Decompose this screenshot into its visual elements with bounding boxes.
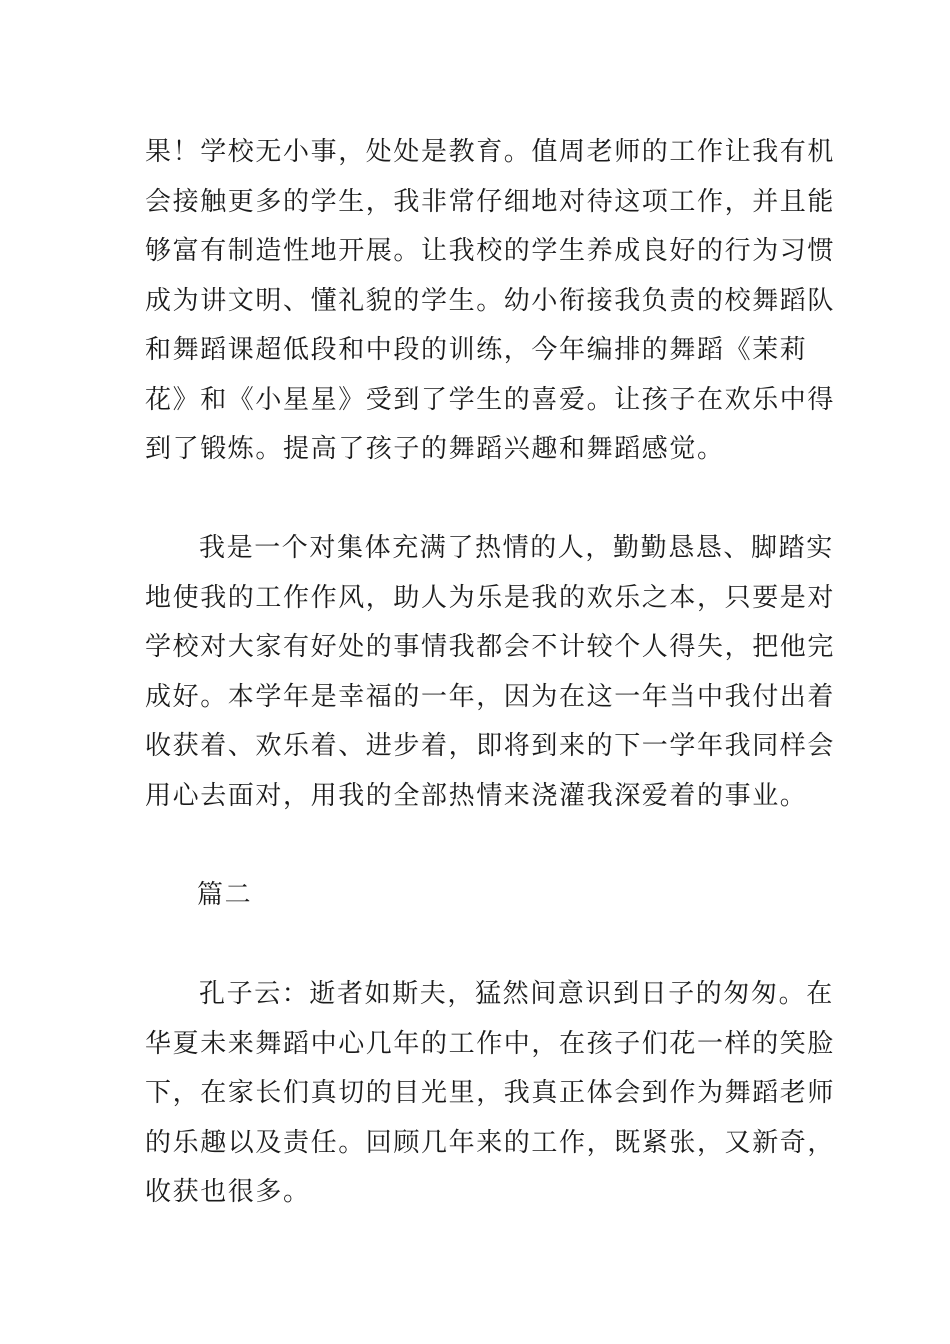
paragraph-2-line-3: 学校对大家有好处的事情我都会不计较个人得失，把他完: [145, 632, 836, 662]
paragraph-3-line-4: 的乐趣以及责任。回顾几年来的工作，既紧张，又新奇，: [145, 1128, 836, 1158]
paragraph-2-line-5: 收获着、欢乐着、进步着，即将到来的下一学年我同样会: [145, 731, 836, 761]
paragraph-3-line-5: 收获也很多。: [145, 1177, 311, 1207]
paragraph-2-line-2: 地使我的工作作风，助人为乐是我的欢乐之本，只要是对: [145, 583, 836, 613]
paragraph-2-line-1: 我是一个对集体充满了热情的人，勤勤恳恳、脚踏实: [199, 533, 834, 563]
paragraph-1-line-3: 够富有制造性地开展。让我校的学生养成良好的行为习惯: [145, 236, 836, 266]
paragraph-1-line-1: 果！学校无小事，处处是教育。值周老师的工作让我有机: [145, 137, 836, 167]
paragraph-1-line-6: 花》和《小星星》受到了学生的喜爱。让孩子在欢乐中得: [145, 385, 836, 415]
paragraph-3-line-2: 华夏未来舞蹈中心几年的工作中，在孩子们花一样的笑脸: [145, 1029, 836, 1059]
paragraph-3-line-3: 下，在家长们真切的目光里，我真正体会到作为舞蹈老师: [145, 1078, 836, 1108]
paragraph-3-line-1: 孔子云：逝者如斯夫，猛然间意识到日子的匆匆。在: [199, 979, 834, 1009]
paragraph-2-line-6: 用心去面对，用我的全部热情来浇灌我深爱着的事业。: [145, 781, 808, 811]
paragraph-2-line-4: 成好。本学年是幸福的一年，因为在这一年当中我付出着: [145, 682, 836, 712]
paragraph-1-line-2: 会接触更多的学生，我非常仔细地对待这项工作，并且能: [145, 187, 836, 217]
paragraph-1-line-5: 和舞蹈课超低段和中段的训练，今年编排的舞蹈《茉莉: [145, 335, 808, 365]
section-heading: 篇二: [197, 880, 253, 910]
paragraph-1-line-7: 到了锻炼。提高了孩子的舞蹈兴趣和舞蹈感觉。: [145, 434, 725, 464]
paragraph-1-line-4: 成为讲文明、懂礼貌的学生。幼小衔接我负责的校舞蹈队: [145, 286, 836, 316]
